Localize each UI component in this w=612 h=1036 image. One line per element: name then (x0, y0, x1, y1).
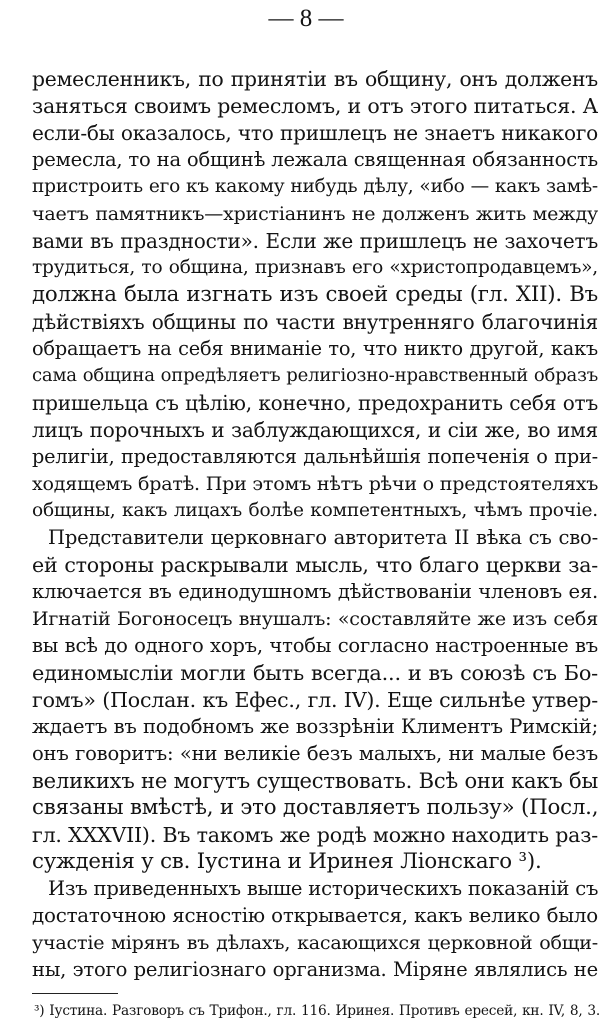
text-line: Представители церковнаго авторитета II вѣка съ сво- (48, 526, 598, 549)
text-line: религіи, предоставляются дальнѣйшія попеченія о при- (32, 445, 598, 468)
text-line: дѣйствіяхъ общины по части внутренняго благочинія (32, 310, 598, 334)
text-line: пристроить его къ какому нибудь дѣлу, «ибо — какъ замѣ- (32, 176, 598, 197)
text-line: великихъ не могутъ существовать. Всѣ они какъ бы (32, 768, 599, 793)
text-line: ходящемъ братѣ. При этомъ нѣтъ рѣчи о предстоятеляхъ (32, 473, 599, 495)
footnote: ³) Іустина. Разговоръ съ Трифон., гл. 116. Иринея. Противъ ересей, кн. IV, 8, 3. (34, 1003, 600, 1019)
text-line: связаны вмѣстѣ, и это доставляетъ пользу» (Посл., (32, 795, 599, 820)
text-line: Изъ приведенныхъ выше историческихъ показаній съ (48, 877, 599, 900)
text-line: чаетъ памятникъ—христіанинъ не долженъ жить между (32, 203, 598, 225)
footnote-divider (32, 993, 118, 994)
text-line: пришельца съ цѣлію, конечно, предохранить себя отъ (32, 391, 598, 415)
text-line: гомъ» (Послан. къ Ефес., гл. IV). Еще сильнѣе утвер- (32, 688, 598, 712)
text-line: участіе мірянъ въ дѣлахъ, касающихся церковной общи- (32, 932, 598, 954)
text-line: трудиться, то община, признавъ его «христопродавцемъ», (32, 257, 598, 278)
text-line: общины, какъ лицахъ болѣе компетентныхъ, чѣмъ прочіе. (32, 500, 598, 521)
text-line: Игнатій Богоносецъ внушалъ: «составляйте же изъ себя (32, 608, 598, 630)
text-line: единомысліи могли быть всегда... и въ союзѣ съ Бо- (32, 661, 598, 685)
text-line: сужденія у св. Іустина и Иринея Ліонскаго ³). (32, 849, 542, 874)
text-line: если-бы оказалось, что пришлецъ не знаетъ никакого (32, 121, 598, 145)
page-number: — 8 — (268, 5, 344, 32)
text-line: должна была изгнать изъ своей среды (гл. XII). Въ (32, 282, 598, 307)
text-line: сама община опредѣляетъ религіозно-нравственный образъ (32, 365, 598, 386)
text-line: ремесла, то на общинѣ лежала священная обязанность (32, 148, 598, 171)
text-line: ны, этого религіознаго организма. Міряне являлись не (32, 958, 598, 981)
text-line: ей стороны раскрывали мысль, что благо церкви за- (32, 553, 598, 577)
text-line: обращаетъ на себя вниманіе то, что никто другой, какъ (32, 337, 598, 360)
text-line: вами въ праздности». Если же пришлецъ не захочетъ (32, 229, 598, 253)
text-line: гл. XXXVII). Въ такомъ же родѣ можно находить раз- (32, 823, 598, 847)
text-line: ремесленникъ, по принятіи въ общину, онъ долженъ (32, 67, 598, 91)
text-line: достаточною ясностію открывается, какъ велико было (32, 904, 598, 927)
text-line: вы всѣ до одного хоръ, чтобы согласно настроенные въ (32, 634, 598, 657)
text-line: ждаетъ въ подобномъ же воззрѣніи Климентъ Римскій; (32, 715, 598, 738)
text-line: ключается въ единодушномъ дѣйствованіи членовъ ея. (32, 580, 598, 603)
text-line: лицъ порочныхъ и заблуждающихся, и сіи же, во имя (32, 418, 598, 442)
text-line: онъ говоритъ: «ни великіе безъ малыхъ, ни малые безъ (32, 742, 598, 765)
text-line: заняться своимъ ремесломъ, и отъ этого питаться. А (32, 94, 599, 118)
